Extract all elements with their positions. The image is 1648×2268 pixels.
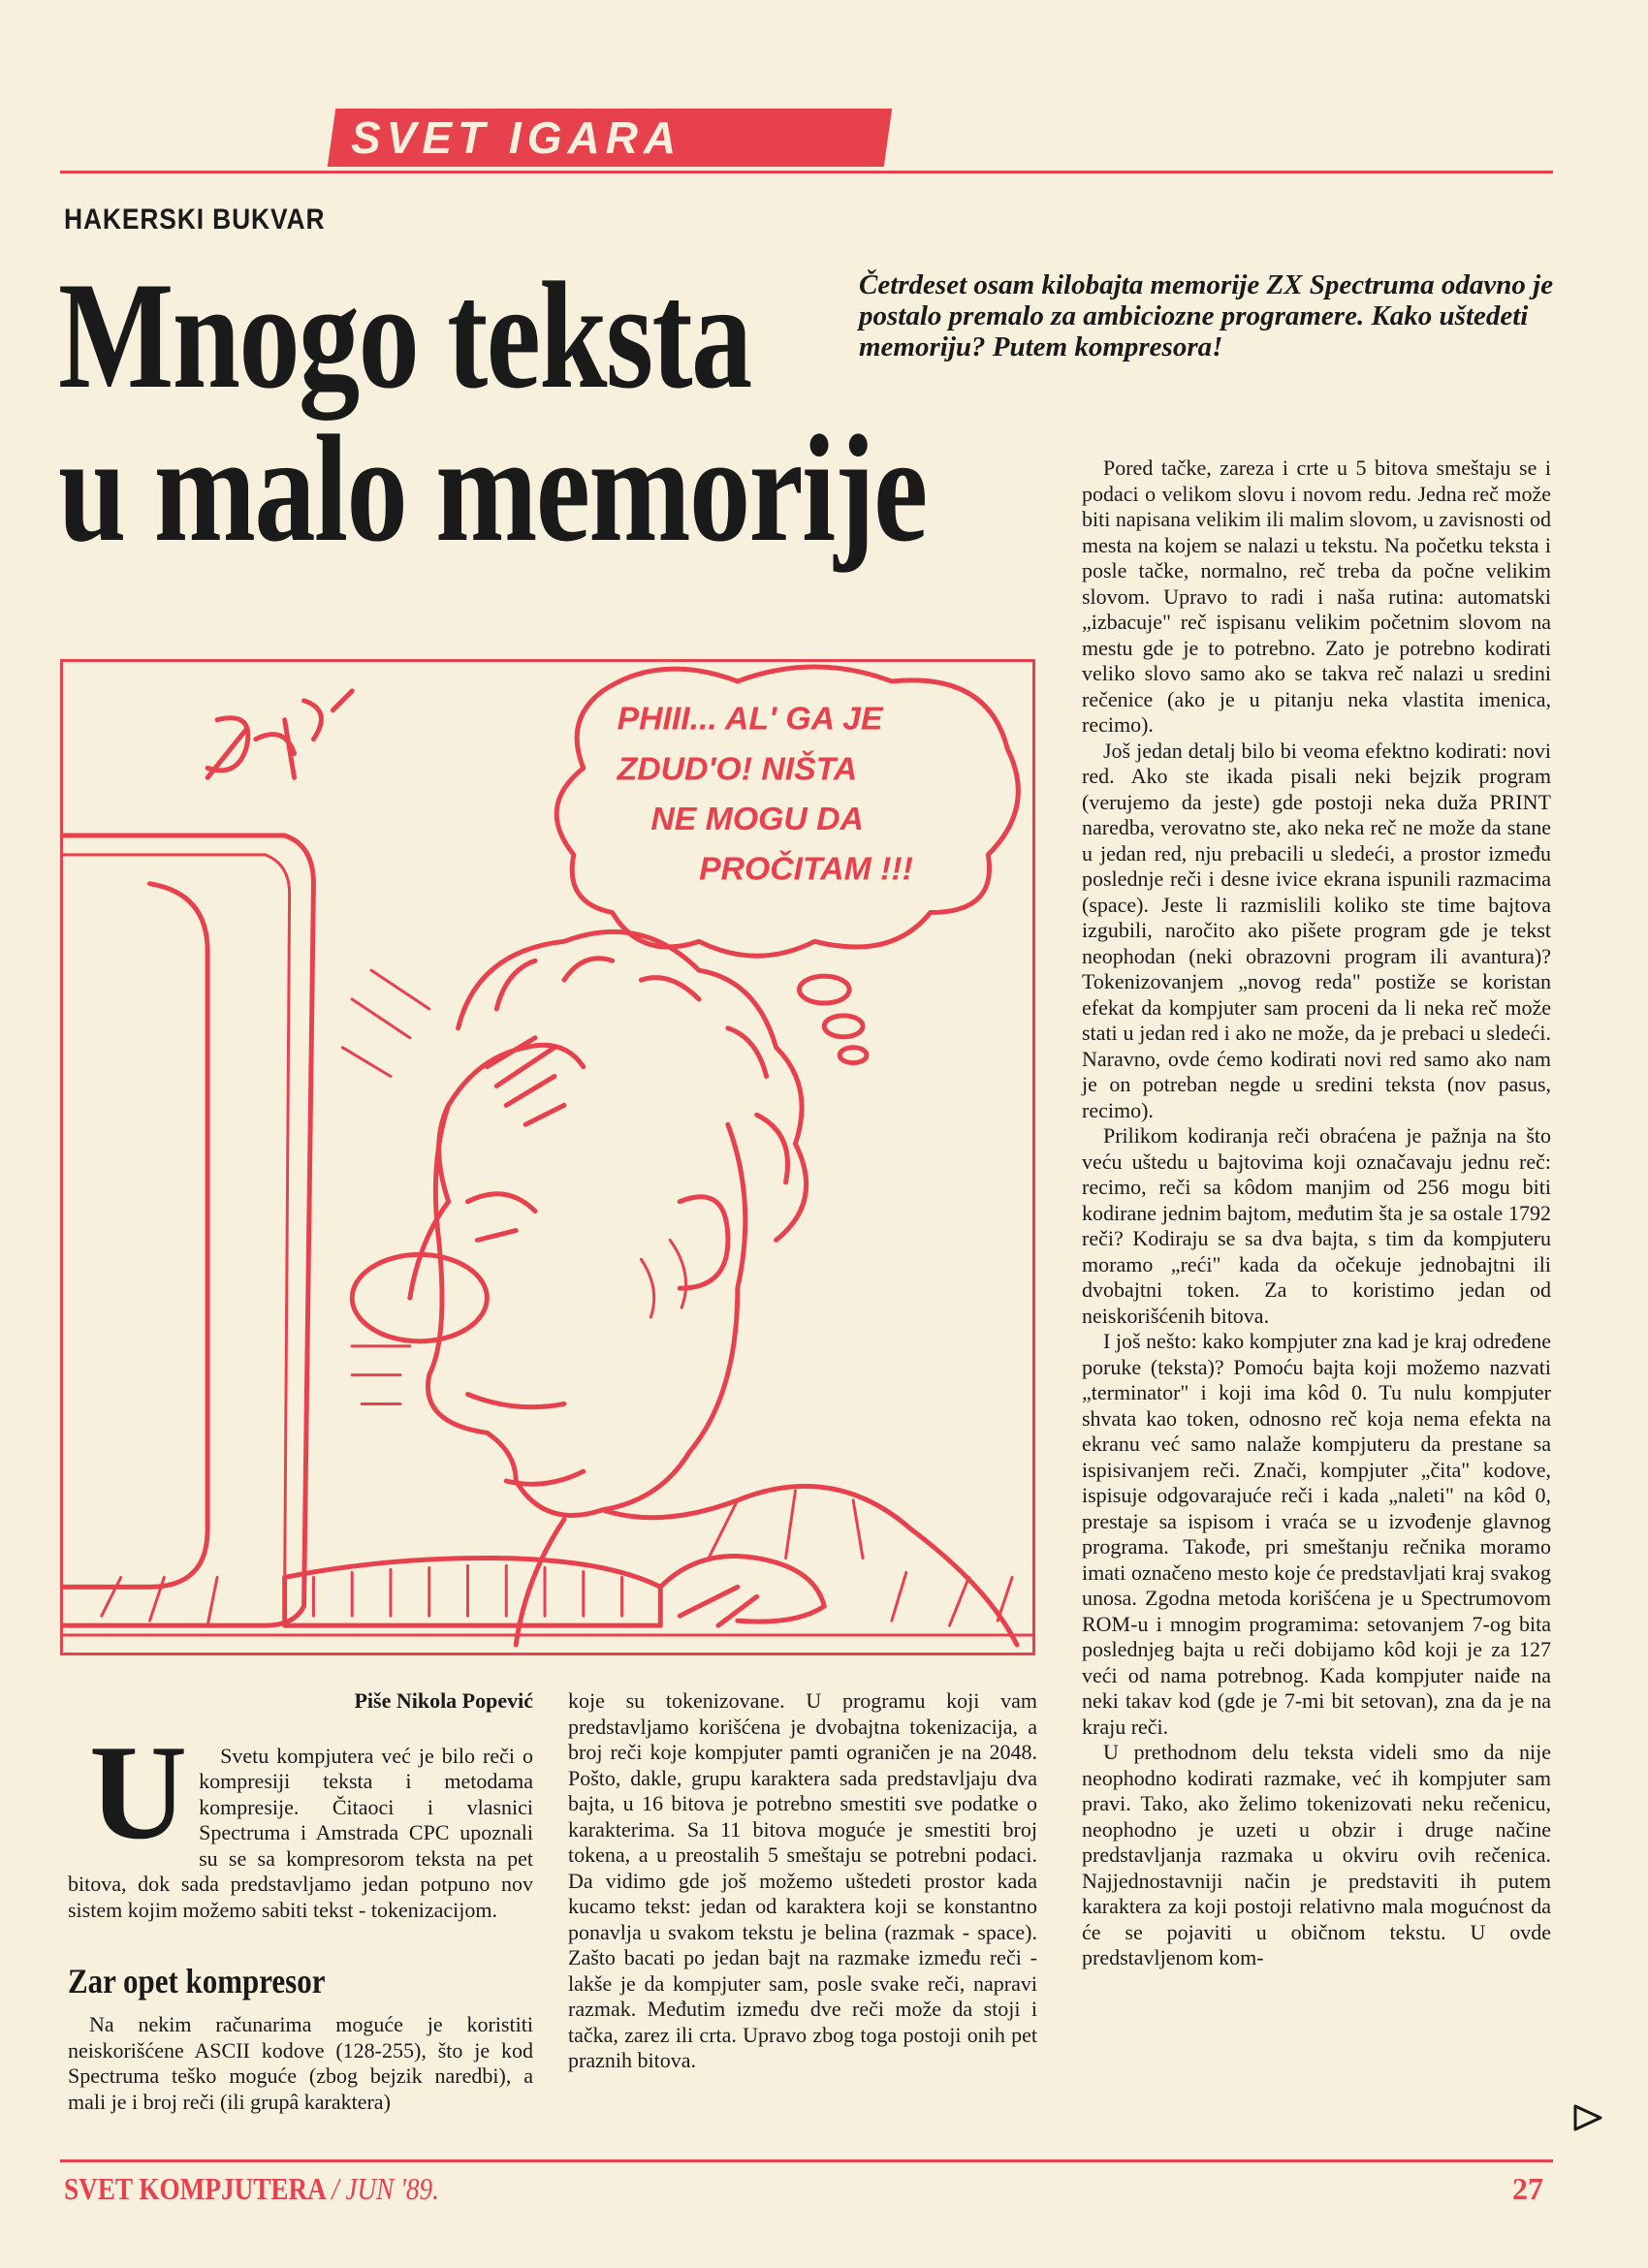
cartoon-drawing bbox=[63, 662, 1032, 1653]
speech-line-2: ZDUD'O! NIŠTA bbox=[617, 750, 858, 788]
paragraph: Na nekim računarima moguće je koristiti neiskorišćene ASCII kodove (128-255), što je kod Spectruma teško moguće (zbog bejzik naredbi), a mali je i broj reči (ili grupâ karaktera) bbox=[68, 2012, 533, 2114]
section-banner: SVET IGARA bbox=[351, 112, 682, 163]
paragraph: U prethodnom delu teksta videli smo da nije neophodno kodirati razmake, već ih kompjuter sam pravi. Tako, ako želimo tokenizovati neku rečenicu, neophodno je uzeti u obzir i druge načine predstavljanja razmaka u okviru ovih rečenica. Najjednostavniji način je predstaviti ih putem karaktera za koji postoji relativno mala mogućnost da će se pojaviti u običnom tekstu. U ovde predstavljenom kom- bbox=[1082, 1740, 1551, 1969]
paragraph: Prilikom kodiranja reči obraćena je pažnja na što veću uštedu u bajtovima koji označavaju jednu reč: recimo, reči sa kôdom manjim od 256 mogu biti kodirane jednim bajtom, međutim šta je sa ostale 1792 reči? Kodiraju se sa dva bajta, s tim da kompjuteru moramo „reći" kada da očekuje jednobajtni ili dvobajtni token. Za to koristimo jedan od neiskorišćenih bitova. bbox=[1082, 1123, 1551, 1328]
paragraph: koje su tokenizovane. U programu koji vam predstavljamo korišćena je dvobajtna tokenizacija, a broj reči koje kompjuter pamti ograničen je na 2048. Pošto, dakle, grupu karaktera sada predstavljaju dva bajta, u 16 bitova je potrebno smestiti sve podatke o karakterima. Sa 11 bitova moguće je smestiti broj tokena, a u preostalih 5 smeštaju se potrebni podaci. Da vidimo gde još možemo uštedeti prostor kada kucamo tekst: jedan od karaktera koji se konstantno ponavlja u svakom tekstu je belina (razmak - space). Zašto bacati po jedan bajt na razmake između reči - lakše je da kompjuter sam, posle svake reči, napravi razmak. Međutim između dve reči može da stoji i tačka, zarez ili crta. Upravo zbog toga postoji onih pet praznih bitova. bbox=[568, 1688, 1037, 2072]
dropcap: U bbox=[89, 1717, 188, 1868]
headline-line-2: u malo memorije bbox=[58, 404, 927, 574]
lead-text: Svetu kompjutera već je bilo reči o kompresiji teksta i metodama kompresije. Čitaoci i vlasnici Spectruma i Amstrada CPC upoznali su se sa kompresorom teksta na pet bitova, dok sada predstavljamo jedan potpuno nov sistem kojim možemo sabiti tekst - tokenizacijom. bbox=[68, 1743, 533, 1922]
paragraph: I još nešto: kako kompjuter zna kad je kraj određene poruke (teksta)? Pomoću bajta koji možemo nazvati „terminator" i koji ima kôd 0. Tu nulu kompjuter shvata kao token, odnosno reč koja nema efekta na ekranu već samo nalaže kompjuteru da prestane sa ispisivanjem reči. Znači, kompjuter „čita" kodove, ispisuje odgovarajuće reči i kada „naleti" na kôd 0, prestaje sa ispisom i vraća se u izvođenje glavnog programa. Takođe, pri smeštanju rečnika moramo imati označeno mesto koje će predstavljati kraj svakog unosa. Zgodna metoda korišćena je u Spectrumovom ROM-u i mnogim programima: setovanjem 7-og bita poslednjeg bajta u reči dobijamo kôd koji je za 127 veći od nama potrebnog. Kada kompjuter naiđe na neki takav kod (gde je 7-mi bit setovan), zna da je na kraju reči. bbox=[1082, 1329, 1551, 1739]
headline bbox=[58, 251, 927, 574]
column-1 bbox=[68, 1688, 533, 2115]
subhead: Zar opet kompresor bbox=[68, 1962, 326, 2000]
header-rule bbox=[60, 171, 1553, 173]
speech-line-4: PROČITAM !!! bbox=[699, 850, 913, 888]
headline-line-1: Mnogo teksta bbox=[58, 251, 751, 421]
column-2 bbox=[568, 1688, 1037, 2074]
speech-line-1: PHIII... AL' GA JE bbox=[617, 700, 883, 738]
footer-magazine bbox=[64, 2171, 439, 2207]
footer-issue: / JUN '89. bbox=[332, 2171, 439, 2206]
footer-rule bbox=[60, 2159, 1553, 2162]
paragraph: Još jedan detalj bilo bi veoma efektno kodirati: novi red. Ako ste ikada pisali neki bejzik program (verujemo da jeste) gde postoji neka duža PRINT naredba, verovatno ste, ako neka reč ne može da stane u jedan red, nju prebacili u sledeći, a prostor između poslednje reči i desne ivice ekrana ispunili razmacima (space). Jeste li razmislili koliko ste time bajtova izgubili, naročito ako pišete program gde je tekst neophodan (neki obrazovni program ili avantura)? Tokenizovanjem „novog reda" postiže se koristan efekat da kompjuter sam proceni da li neka reč može stati u jedan red i ako ne može, da je prebaci u sledeći. Naravno, ovde ćemo kodirati novi red samo ako nam je on potreban negde u sredini teksta (nov pasus, recimo). bbox=[1082, 738, 1551, 1122]
lead-paragraph bbox=[68, 1717, 533, 1924]
continue-arrow-icon bbox=[1572, 2103, 1603, 2132]
byline: Piše Nikola Popević bbox=[354, 1688, 533, 1713]
cartoon-illustration bbox=[60, 659, 1035, 1655]
deck: Četrdeset osam kilobajta memorije ZX Spectruma odavno je postalo premalo za ambiciozne programere. Kako uštedeti memoriju? Putem kompresora! bbox=[859, 269, 1554, 362]
kicker: HAKERSKI BUKVAR bbox=[64, 204, 326, 236]
speech-line-3: NE MOGU DA bbox=[650, 801, 864, 838]
paragraph: Pored tačke, zareza i crte u 5 bitova smeštaju se i podaci o velikom slovu i novom redu. Jedna reč može biti napisana velikim ili malim slovom, u zavisnosti od mesta na kojem se nalazi u tekstu. Na početku teksta i posle tačke, normalno, reč treba da počne velikim slovom. Upravo to radi i naša rutina: automatski „izbacuje" reč ispisanu velikim početnim slovom na mestu gde je to potrebno. Zato je potrebno kodirati veliko slovo samo ako se takva reč nalazi u sredini rečenice (ako je u pitanju neka vlastita imenica, recimo). bbox=[1082, 456, 1551, 737]
column-3 bbox=[1082, 456, 1551, 1971]
footer-magazine-name: SVET KOMPJUTERA bbox=[64, 2171, 326, 2206]
signature-scribble bbox=[207, 691, 352, 777]
page-number: 27 bbox=[1512, 2171, 1543, 2206]
